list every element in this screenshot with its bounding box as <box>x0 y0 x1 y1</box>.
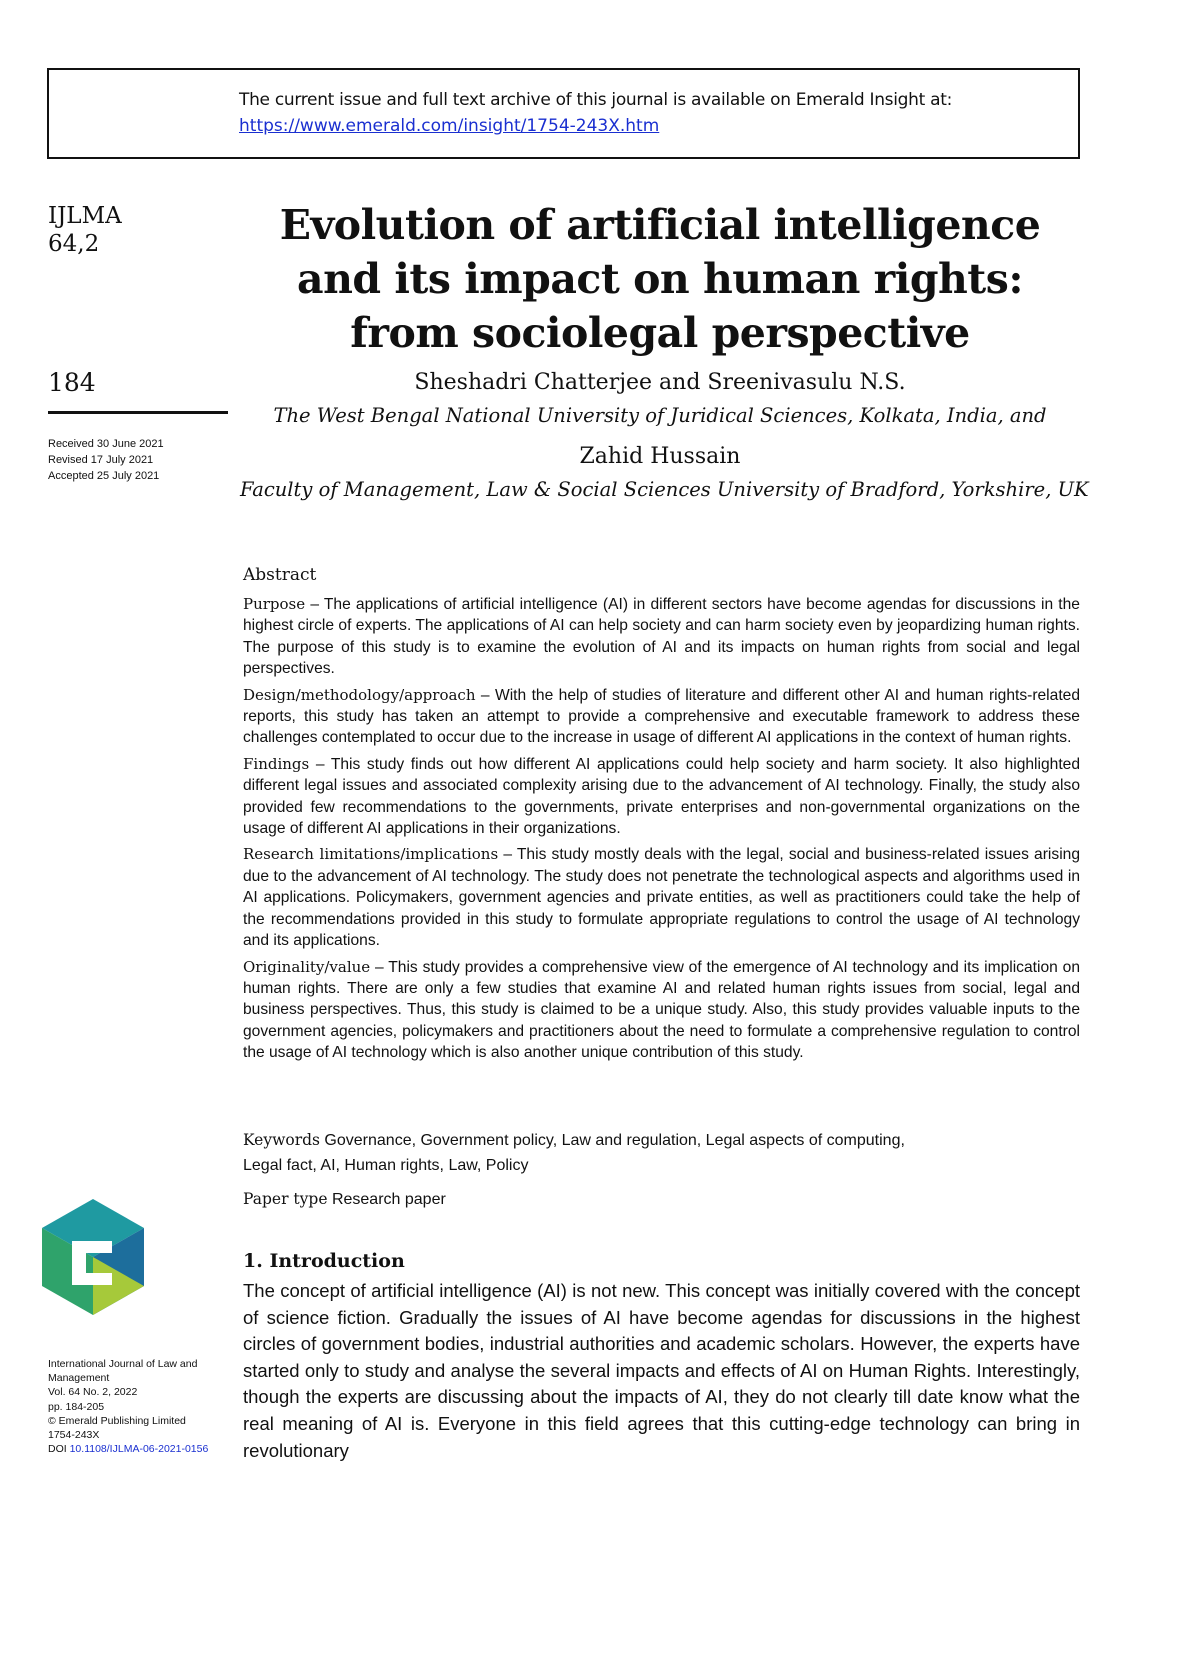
journal-availability-banner <box>47 68 1080 159</box>
affiliation-primary: The West Bengal National University of Juridical Sciences, Kolkata, India, and <box>273 404 1047 427</box>
keywords-line <box>243 1128 1080 1153</box>
keywords-label: Keywords <box>243 1131 320 1149</box>
publication-info <box>48 1357 208 1456</box>
journal-volume: 64,2 <box>48 231 100 257</box>
abstract-design <box>243 685 1080 749</box>
received-date: Received 30 June 2021 <box>48 438 164 450</box>
abstract-body <box>243 594 1080 1069</box>
introduction-body: The concept of artificial intelligence (AI) is not new. This concept was initially covered with the concept of science fiction. Gradually the issues of AI have become agendas for discussions in the highest circles of government bodies, industrial authorities and academic scholars. However, the experts have started only to study and analyse the several impacts and effects of AI on Human Rights. Interestingly, though the experts are discussing about the impacts of AI, they do not clearly till date know what the real meaning of AI is. Everyone in this field agrees that this cutting-edge technology can bring in revolutionary <box>243 1280 1080 1461</box>
title-line: Evolution of artificial intelligence <box>279 201 1041 249</box>
issn: 1754-243X <box>48 1429 100 1442</box>
papertype-label: Paper type <box>243 1190 328 1208</box>
keywords-line: Legal fact, AI, Human rights, Law, Policy <box>243 1157 529 1174</box>
abstract-findings <box>243 754 1080 840</box>
keywords-text: Governance, Government policy, Law and regulation, Legal aspects of computing, <box>319 1132 905 1149</box>
originality-label: Originality/value <box>243 957 371 976</box>
doi-line <box>48 1442 208 1456</box>
journal-archive-link[interactable]: https://www.emerald.com/insight/1754-243X.htm <box>239 116 660 136</box>
abstract-research-limitations <box>243 844 1080 951</box>
journal-name: Management <box>48 1372 110 1385</box>
pages: pp. 184-205 <box>48 1400 105 1413</box>
design-text: – With the help of studies of literature and different other AI and human rights-related reports, this study has taken an attempt to provide a comprehensive and executable framework to address these challenges contemplated to occur due to the increase in usage of different AI applications in the context of human rights. <box>243 686 1080 747</box>
originality-text: – This study provides a comprehensive view of the emergence of AI technology and its implication on human rights. There are only a few studies that examine AI and related human rights issues from social, legal and business perspectives. Thus, this study is claimed to be a unique study. Also, this study provides valuable inputs to the government agencies, policymakers and practitioners about the need to formulate a comprehensive regulation to control the usage of AI technology which is also another unique contribution of this study. <box>243 958 1080 1062</box>
article-title <box>240 198 1080 360</box>
paper-type <box>243 1190 446 1209</box>
papertype-text: Research paper <box>327 1191 446 1208</box>
research-label: Research limitations/implications <box>243 845 499 864</box>
design-label: Design/methodology/approach <box>243 685 476 704</box>
purpose-label: Purpose <box>243 595 306 613</box>
doi-link[interactable]: 10.1108/IJLMA-06-2021-0156 <box>69 1443 209 1456</box>
banner-text: The current issue and full text archive of this journal is available on Emerald Insight at: <box>239 90 952 110</box>
findings-label: Findings <box>243 754 310 773</box>
findings-text: – This study finds out how different AI applications could help society and harm society. It also highlighted different legal issues and associated complexity arising due to the advancement of AI technology. Finally, the study also provided few recommendations to the governments, private enterprises and non-governmental organizations on the usage of different AI applications in their organizations. <box>243 755 1080 838</box>
publisher: © Emerald Publishing Limited <box>48 1414 186 1427</box>
page-number: 184 <box>48 368 96 397</box>
title-line: and its impact on human rights: <box>297 255 1023 303</box>
crossmark-logo-icon[interactable] <box>42 1199 144 1315</box>
journal-code: IJLMA <box>48 203 122 229</box>
introduction-heading: 1. Introduction <box>243 1250 405 1272</box>
journal-name: International Journal of Law and <box>48 1358 198 1370</box>
keywords <box>243 1128 1080 1178</box>
sidebar-divider <box>48 411 228 414</box>
abstract-originality <box>243 957 1080 1064</box>
article-dates <box>48 436 164 484</box>
purpose-text: – The applications of artificial intelligence (AI) in different sectors have become agendas for discussions in the highest circle of experts. The applications of AI can help society and can harm society even by jeopardizing human rights. The purpose of this study is to examine the evolution of AI and its impacts on human rights from social and legal perspectives. <box>243 596 1080 678</box>
volume-issue: Vol. 64 No. 2, 2022 <box>48 1386 138 1399</box>
accepted-date: Accepted 25 July 2021 <box>48 470 160 482</box>
journal-code-block <box>48 202 122 258</box>
author-secondary: Zahid Hussain <box>579 444 741 469</box>
doi-label: DOI <box>48 1443 67 1456</box>
authors-primary: Sheshadri Chatterjee and Sreenivasulu N.S. <box>414 370 906 395</box>
revised-date: Revised 17 July 2021 <box>48 454 154 466</box>
abstract-purpose <box>243 594 1080 680</box>
affiliation-secondary: Faculty of Management, Law & Social Sciences University of Bradford, Yorkshire, UK <box>240 478 1089 501</box>
research-text: – This study mostly deals with the legal, social and business-related issues arising due to the advancement of AI technology. The study does not penetrate the technological aspects and algorithms used in AI applications. Policymakers, government agencies and private entities, as well as practitioners could take the help of the recommendations provided in this study to formulate appropriate regulations to control the usage of AI technology and its applications. <box>243 846 1080 950</box>
abstract-heading: Abstract <box>243 565 317 585</box>
title-line: from sociolegal perspective <box>350 309 970 357</box>
